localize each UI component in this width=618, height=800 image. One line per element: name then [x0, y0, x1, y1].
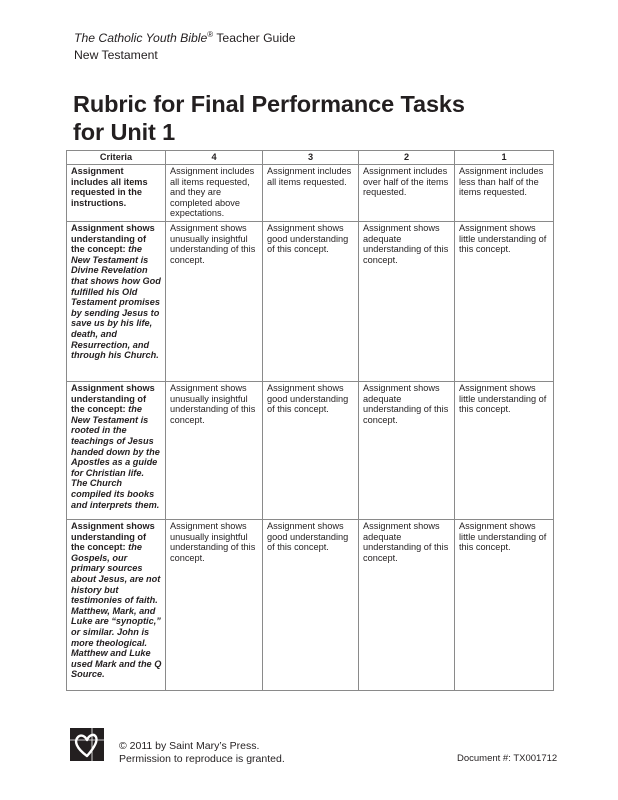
document-header: [74, 30, 296, 64]
criteria-cell: [67, 221, 166, 381]
column-header-criteria: Criteria: [67, 151, 166, 165]
copyright-text: © 2011 by Saint Mary’s Press.: [119, 740, 260, 752]
page-title-line1: Rubric for Final Performance Tasks: [73, 91, 465, 117]
score-3-cell: Assignment shows good understanding of this concept.: [263, 519, 359, 690]
score-3-cell: Assignment shows good understanding of this concept.: [263, 221, 359, 381]
score-2-cell: Assignment shows adequate understanding of this concept.: [359, 221, 455, 381]
criteria-cell: [67, 519, 166, 690]
heart-cross-icon: [70, 728, 104, 761]
permission-text: Permission to reproduce is granted.: [119, 753, 285, 765]
score-1-cell: Assignment includes less than half of the items requested.: [455, 165, 554, 222]
book-subtitle: New Testament: [74, 48, 158, 62]
criteria-concept: the New Testament is rooted in the teachings of Jesus handed down by the Apostles as a guide for Christian life. The Church compiled its books and interprets them.: [71, 404, 160, 510]
score-4-cell: Assignment shows unusually insightful understanding of this concept.: [166, 221, 263, 381]
table-row: [67, 221, 554, 381]
page-title-line2: for Unit 1: [73, 119, 176, 145]
criteria-cell: [67, 165, 166, 222]
rubric-table: [66, 150, 554, 691]
page-footer: [70, 728, 570, 768]
score-4-cell: Assignment shows unusually insightful understanding of this concept.: [166, 519, 263, 690]
criteria-lead: Assignment includes all items requested in the instructions.: [71, 166, 148, 208]
criteria-lead: Assignment shows understanding of the concept:: [71, 382, 155, 415]
registered-mark: ®: [207, 30, 214, 39]
table-header-row: [67, 151, 554, 165]
book-suffix: Teacher Guide: [213, 31, 296, 45]
score-2-cell: Assignment shows adequate understanding of this concept.: [359, 519, 455, 690]
score-1-cell: Assignment shows little understanding of this concept.: [455, 221, 554, 381]
table-row: [67, 381, 554, 519]
score-2-cell: Assignment includes over half of the items requested.: [359, 165, 455, 222]
document-number: Document #: TX001712: [457, 753, 558, 764]
criteria-concept: the Gospels, our primary sources about Jesus, are not history but testimonies of faith. Matthew, Mark, and Luke are “synoptic,” or similar. John is more theological. Matthew and Luke used Mark and the Q Source.: [71, 542, 162, 680]
score-4-cell: Assignment shows unusually insightful understanding of this concept.: [166, 381, 263, 519]
table-row: [67, 165, 554, 222]
score-3-cell: Assignment shows good understanding of this concept.: [263, 381, 359, 519]
copyright-notice: [119, 740, 285, 766]
column-header-1: 1: [455, 151, 554, 165]
column-header-2: 2: [359, 151, 455, 165]
criteria-lead: Assignment shows understanding of the concept:: [71, 520, 155, 553]
score-4-cell: Assignment includes all items requested, and they are completed above expectations.: [166, 165, 263, 222]
column-header-3: 3: [263, 151, 359, 165]
book-title: The Catholic Youth Bible: [74, 31, 208, 45]
page-title: [73, 90, 465, 146]
score-1-cell: Assignment shows little understanding of this concept.: [455, 381, 554, 519]
column-header-4: 4: [166, 151, 263, 165]
score-2-cell: Assignment shows adequate understanding of this concept.: [359, 381, 455, 519]
score-1-cell: Assignment shows little understanding of this concept.: [455, 519, 554, 690]
table-row: [67, 519, 554, 690]
criteria-cell: [67, 381, 166, 519]
publisher-logo-icon: [70, 728, 104, 761]
score-3-cell: Assignment includes all items requested.: [263, 165, 359, 222]
criteria-lead: Assignment shows understanding of the concept:: [71, 222, 155, 255]
book-title-line: [74, 30, 296, 47]
criteria-concept: the New Testament is Divine Revelation that shows how God fulfilled his Old Testament promises by sending Jesus to save us by his life, death, and Resurrection, and through his Church.: [71, 244, 161, 361]
